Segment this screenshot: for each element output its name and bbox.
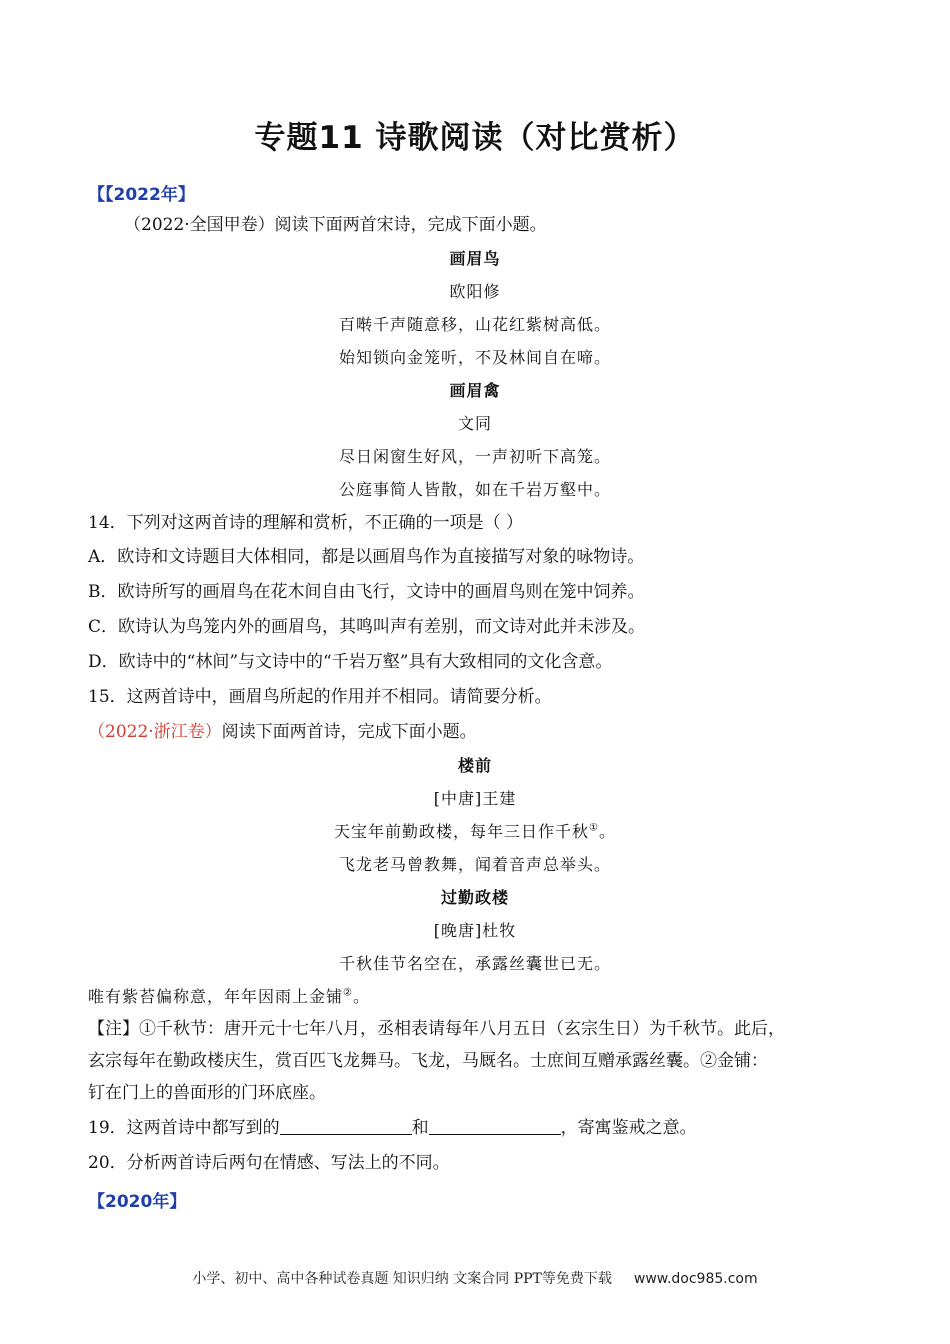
- question-14-option-d: D．欧诗中的“林间”与文诗中的“千岩万壑”具有大致相同的文化含意。: [88, 652, 613, 672]
- section-heading-2022: 【【2022年】: [88, 185, 195, 205]
- page-footer: [0, 1268, 950, 1288]
- footnote-marker-1: ①: [589, 822, 599, 834]
- question-20: 20．分析两首诗后两句在情感、写法上的不同。: [88, 1153, 450, 1173]
- poem2-line2: 公庭事简人皆散，如在千岩万壑中。: [338, 480, 611, 499]
- poem1-line2: 始知锁向金笼听，不及林间自在啼。: [338, 348, 611, 367]
- poem3-line2: 飞龙老马曾教舞，闻着音声总举头。: [338, 855, 611, 874]
- poem2-author: 文同: [457, 414, 492, 433]
- annotation-line-2: 玄宗每年在勤政楼庆生，赏百匹飞龙舞马。飞龙，马厩名。士庶间互赠承露丝囊。②金铺：: [88, 1051, 768, 1071]
- poem2-title: 画眉禽: [449, 381, 501, 400]
- footnote-marker-2: ②: [343, 987, 353, 999]
- poem3-line1: [0, 822, 950, 842]
- question-intro-2-source: （2022·浙江卷）: [88, 722, 222, 742]
- poem4-title: 过勤政楼: [440, 888, 509, 907]
- poem4-line2-text: 唯有紫苔偏称意，年年因雨上金铺: [88, 987, 344, 1006]
- poem4-line2-end: 。: [352, 987, 370, 1006]
- poem3-line1-end: 。: [598, 822, 616, 841]
- question-intro-2-text: 阅读下面两首诗，完成下面小题。: [221, 722, 477, 742]
- answer-blank-2[interactable]: [429, 1118, 561, 1135]
- poem4-line1: 千秋佳节名空在，承露丝囊世已无。: [338, 954, 611, 973]
- footer-url: www.doc985.com: [633, 1271, 758, 1287]
- annotation-line-1: 【注】①千秋节：唐开元十七年八月，丞相表请每年八月五日（玄宗生日）为千秋节。此后，: [88, 1019, 785, 1039]
- footer-text: 小学、初中、高中各种试卷真题 知识归纳 文案合同 PPT等免费下载: [192, 1271, 612, 1287]
- poem1-title: 画眉鸟: [449, 249, 501, 268]
- answer-blank-1[interactable]: [280, 1118, 412, 1135]
- section-heading-2020: 【2020年】: [88, 1192, 187, 1212]
- poem3-title: 楼前: [457, 756, 492, 775]
- annotation-line-3: 钉在门上的兽面形的门环底座。: [88, 1083, 326, 1103]
- question-19: [88, 1118, 697, 1138]
- poem1-line1: 百啭千声随意移，山花红紫树高低。: [338, 315, 611, 334]
- question-19-part-c: ，寄寓鉴戒之意。: [560, 1118, 697, 1138]
- poem2-line1: 尽日闲窗生好风，一声初听下高笼。: [338, 447, 611, 466]
- question-19-part-b: 和: [411, 1118, 429, 1138]
- poem3-line1-text: 天宝年前勤政楼，每年三日作千秋: [334, 822, 590, 841]
- poem1-author: 欧阳修: [449, 282, 501, 301]
- page-title: 专题11 诗歌阅读（对比赏析）: [254, 120, 696, 156]
- question-intro-1: （2022·全国甲卷）阅读下面两首宋诗，完成下面小题。: [124, 215, 547, 235]
- poem4-author: [晚唐]杜牧: [433, 921, 517, 940]
- question-15: 15．这两首诗中，画眉鸟所起的作用并不相同。请简要分析。: [88, 687, 552, 707]
- question-14: 14．下列对这两首诗的理解和赏析，不正确的一项是（ ）: [88, 513, 524, 533]
- question-intro-2: [88, 722, 477, 742]
- poem4-line2: [88, 987, 370, 1007]
- poem3-author: [中唐]王建: [433, 789, 517, 808]
- question-14-option-a: A．欧诗和文诗题目大体相同，都是以画眉鸟作为直接描写对象的咏物诗。: [88, 547, 645, 567]
- question-14-option-c: C．欧诗认为鸟笼内外的画眉鸟，其鸣叫声有差别，而文诗对此并未涉及。: [88, 617, 646, 637]
- question-19-part-a: 19．这两首诗中都写到的: [88, 1118, 280, 1138]
- question-14-option-b: B．欧诗所写的画眉鸟在花木间自由飞行，文诗中的画眉鸟则在笼中饲养。: [88, 582, 645, 602]
